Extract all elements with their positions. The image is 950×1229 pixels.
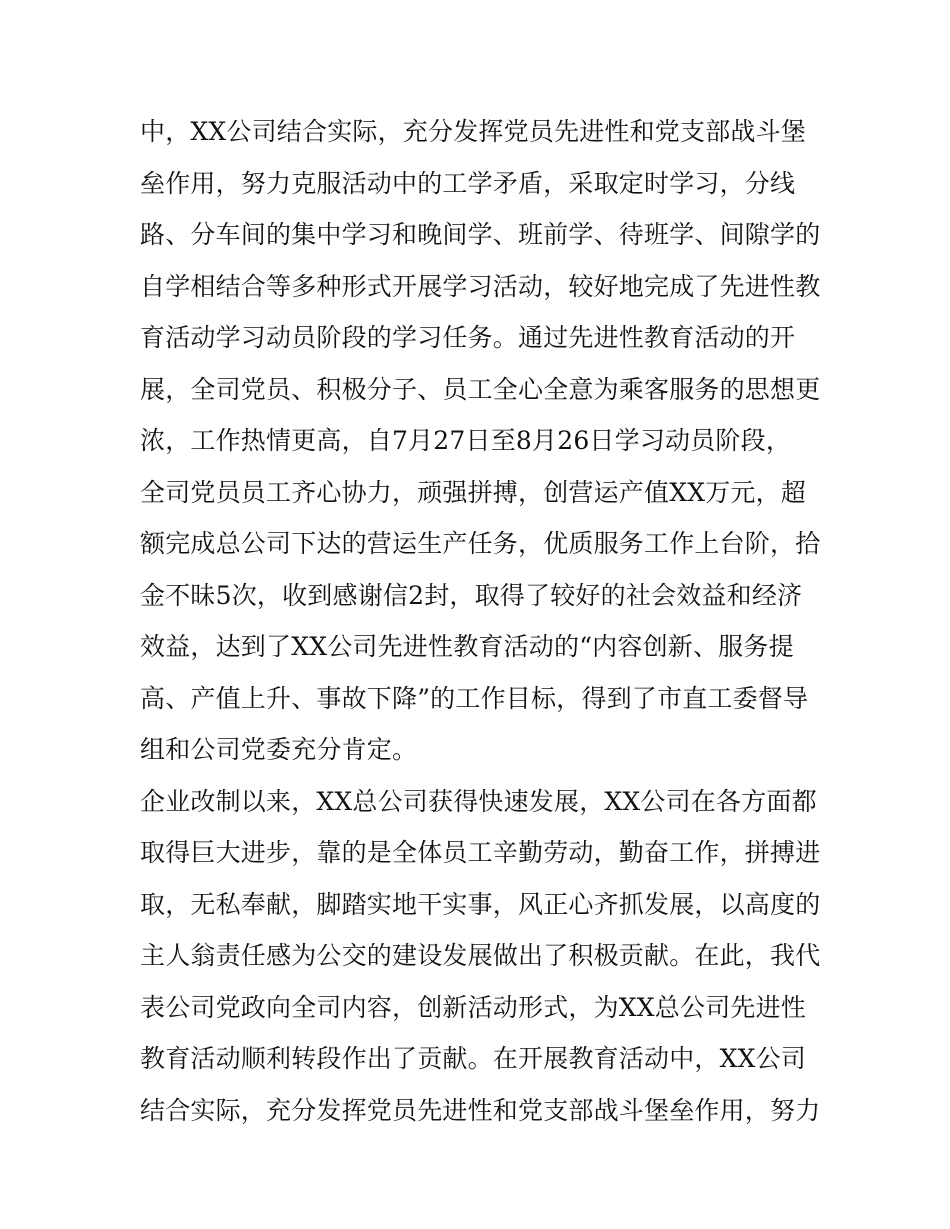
text-line: 教育活动顺利转段作出了贡献。在开展教育活动中，XX公司 (140, 1044, 806, 1073)
text-line: 浓，工作热情更高，自7月27日至8月26日学习动员阶段， (140, 426, 792, 455)
text-line: 企业改制以来，XX总公司获得快速发展，XX公司在各方面都 (140, 786, 817, 816)
text-line: 路、分车间的集中学习和晚间学、班前学、待班学、间隙学的 (140, 220, 821, 249)
text-line: 额完成总公司下达的营运生产任务，优质服务工作上台阶，拾 (140, 529, 821, 558)
text-line: 组和公司党委充分肯定。 (140, 735, 418, 764)
text-line: 主人翁责任感为公交的建设发展做出了积极贡献。在此，我代 (140, 941, 821, 970)
text-line: 全司党员员工齐心协力，顽强拼搏，创营运产值XX万元，超 (140, 477, 806, 507)
text-line: 展，全司党员、积极分子、员工全心全意为乘客服务的思想更 (140, 374, 821, 404)
text-line: 效益，达到了XX公司先进性教育活动的“内容创新、服务提 (140, 632, 794, 661)
text-line: 结合实际，充分发挥党员先进性和党支部战斗堡垒作用，努力 (140, 1095, 821, 1125)
text-line: 自学相结合等多种形式开展学习活动，较好地完成了先进性教 (140, 271, 821, 301)
text-line: 取，无私奉献，脚踏实地干实事，风正心齐抓发展，以高度的 (140, 889, 821, 919)
text-line: 育活动学习动员阶段的学习任务。通过先进性教育活动的开 (140, 323, 796, 352)
text-line: 中，XX公司结合实际，充分发挥党员先进性和党支部战斗堡 (140, 117, 806, 146)
text-line: 表公司党政向全司内容，创新活动形式，为XX总公司先进性 (140, 992, 806, 1022)
text-line: 高、产值上升、事故下降”的工作目标，得到了市直工委督导 (140, 683, 809, 713)
body-text (140, 106, 820, 1136)
text-line: 金不昧5次，收到感谢信2封，取得了较好的社会效益和经济 (140, 580, 803, 610)
text-line: 垒作用，努力克服活动中的工学矛盾，采取定时学习，分线 (140, 168, 796, 198)
text-line: 取得巨大进步，靠的是全体员工辛勤劳动，勤奋工作，拼搏进 (140, 838, 821, 867)
